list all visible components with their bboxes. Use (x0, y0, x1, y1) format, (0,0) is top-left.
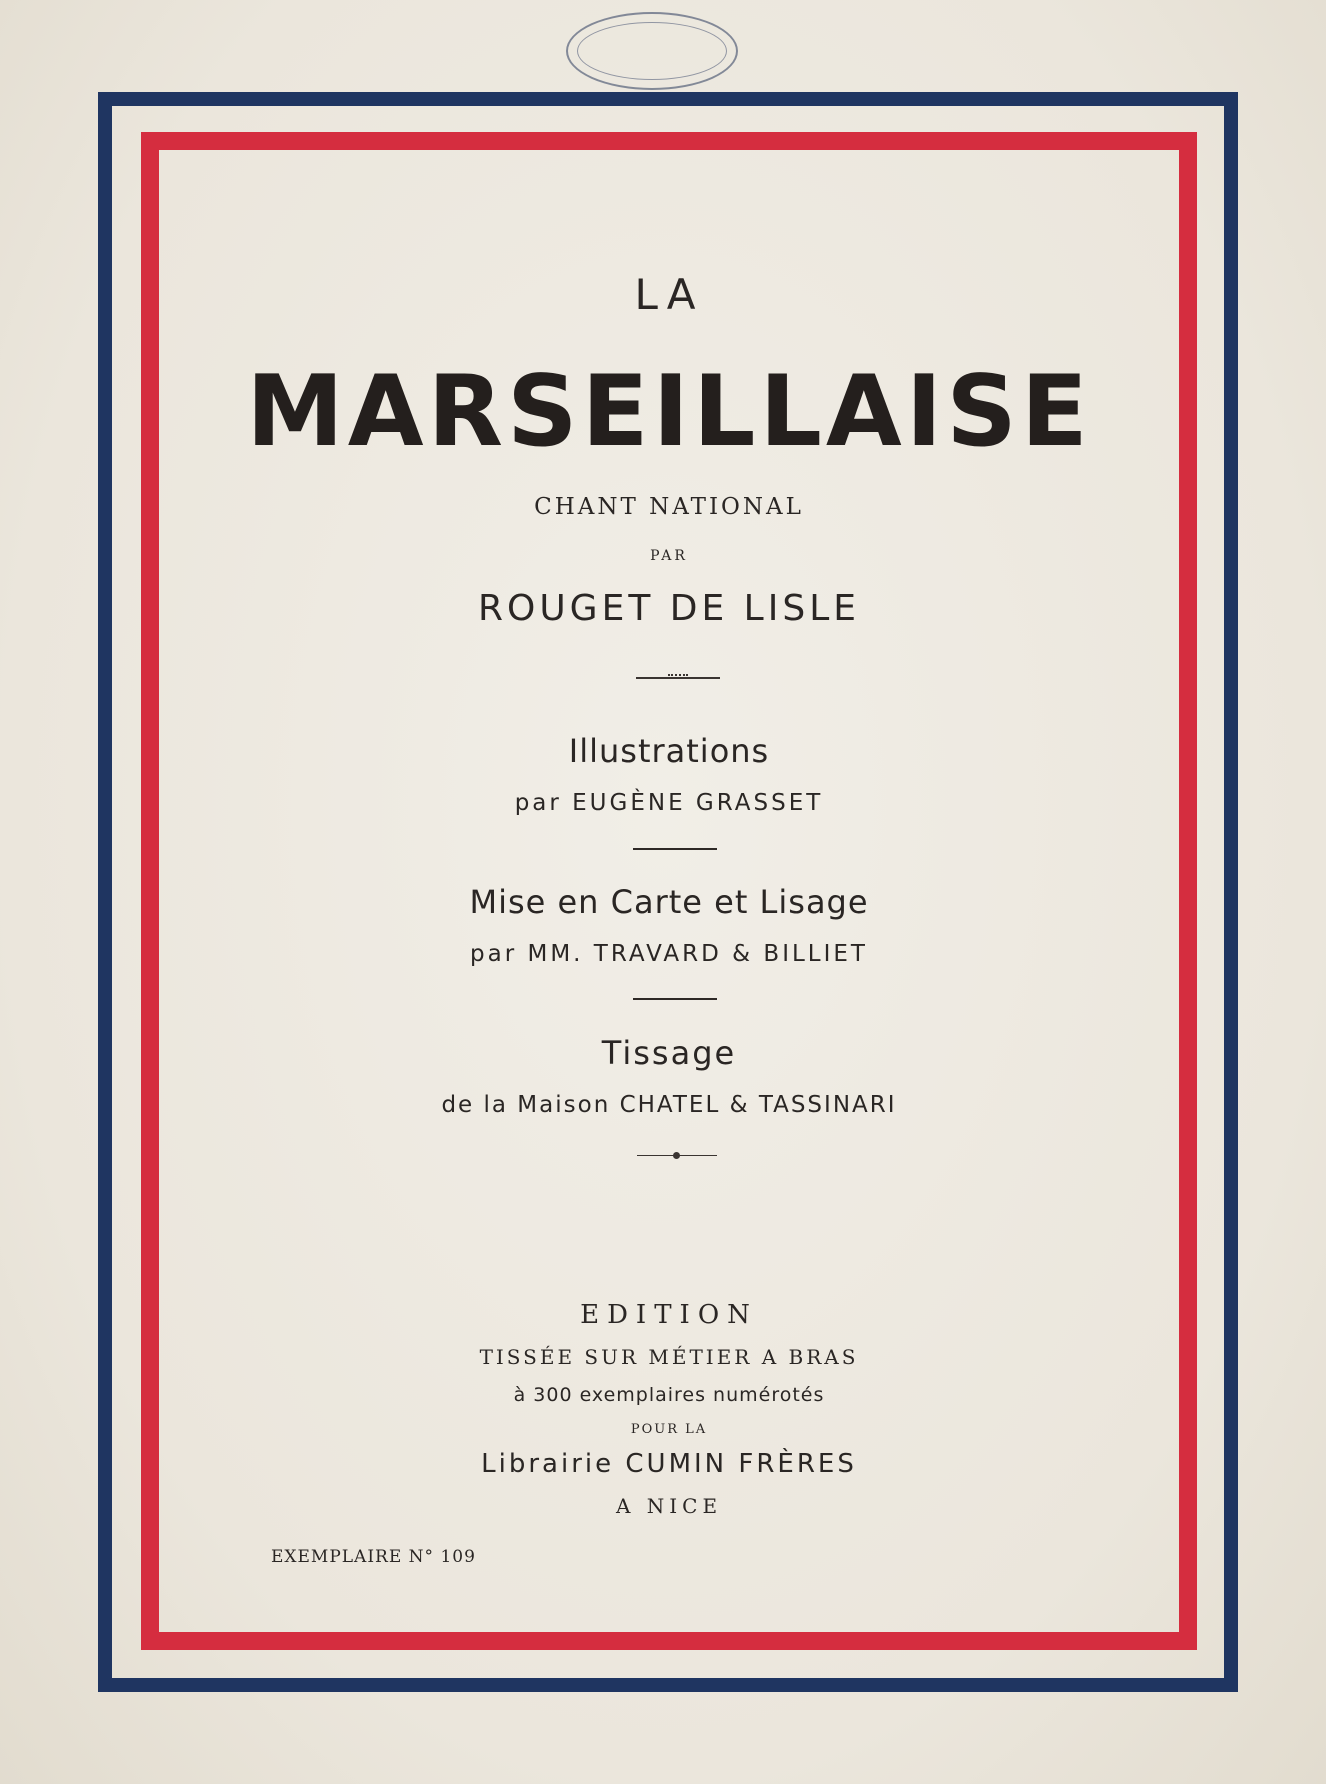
divider-rule-2 (633, 998, 717, 1000)
by-label: PAR (650, 548, 688, 564)
edition-line-1: TISSÉE SUR MÉTIER A BRAS (479, 1345, 859, 1369)
publisher-name: Librairie CUMIN FRÈRES (481, 1449, 857, 1479)
illustrations-heading: Illustrations (568, 732, 770, 770)
title-content (159, 150, 1179, 1632)
stamp-inner-ring (577, 22, 727, 80)
mise-credit: par MM. TRAVARD & BILLIET (470, 941, 868, 967)
publisher-city: A NICE (615, 1494, 723, 1518)
edition-label: EDITION (580, 1300, 758, 1330)
mise-heading: Mise en Carte et Lisage (469, 883, 869, 921)
tissage-heading: Tissage (601, 1034, 737, 1072)
subtitle: CHANT NATIONAL (534, 494, 804, 520)
library-stamp (566, 12, 738, 90)
ornament-divider-top (636, 677, 720, 679)
ornament-divider-bottom (637, 1155, 717, 1156)
title-article: LA (634, 270, 704, 319)
divider-rule-1 (633, 848, 717, 850)
illustrations-credit: par EUGÈNE GRASSET (514, 790, 824, 816)
copy-number: EXEMPLAIRE N° 109 (271, 1547, 476, 1567)
edition-line-3: POUR LA (630, 1422, 708, 1437)
tissage-credit: de la Maison CHATEL & TASSINARI (441, 1092, 897, 1118)
main-title: MARSEILLAISE (246, 355, 1092, 469)
author-name: ROUGET DE LISLE (477, 588, 860, 629)
edition-line-2: à 300 exemplaires numérotés (513, 1384, 825, 1406)
